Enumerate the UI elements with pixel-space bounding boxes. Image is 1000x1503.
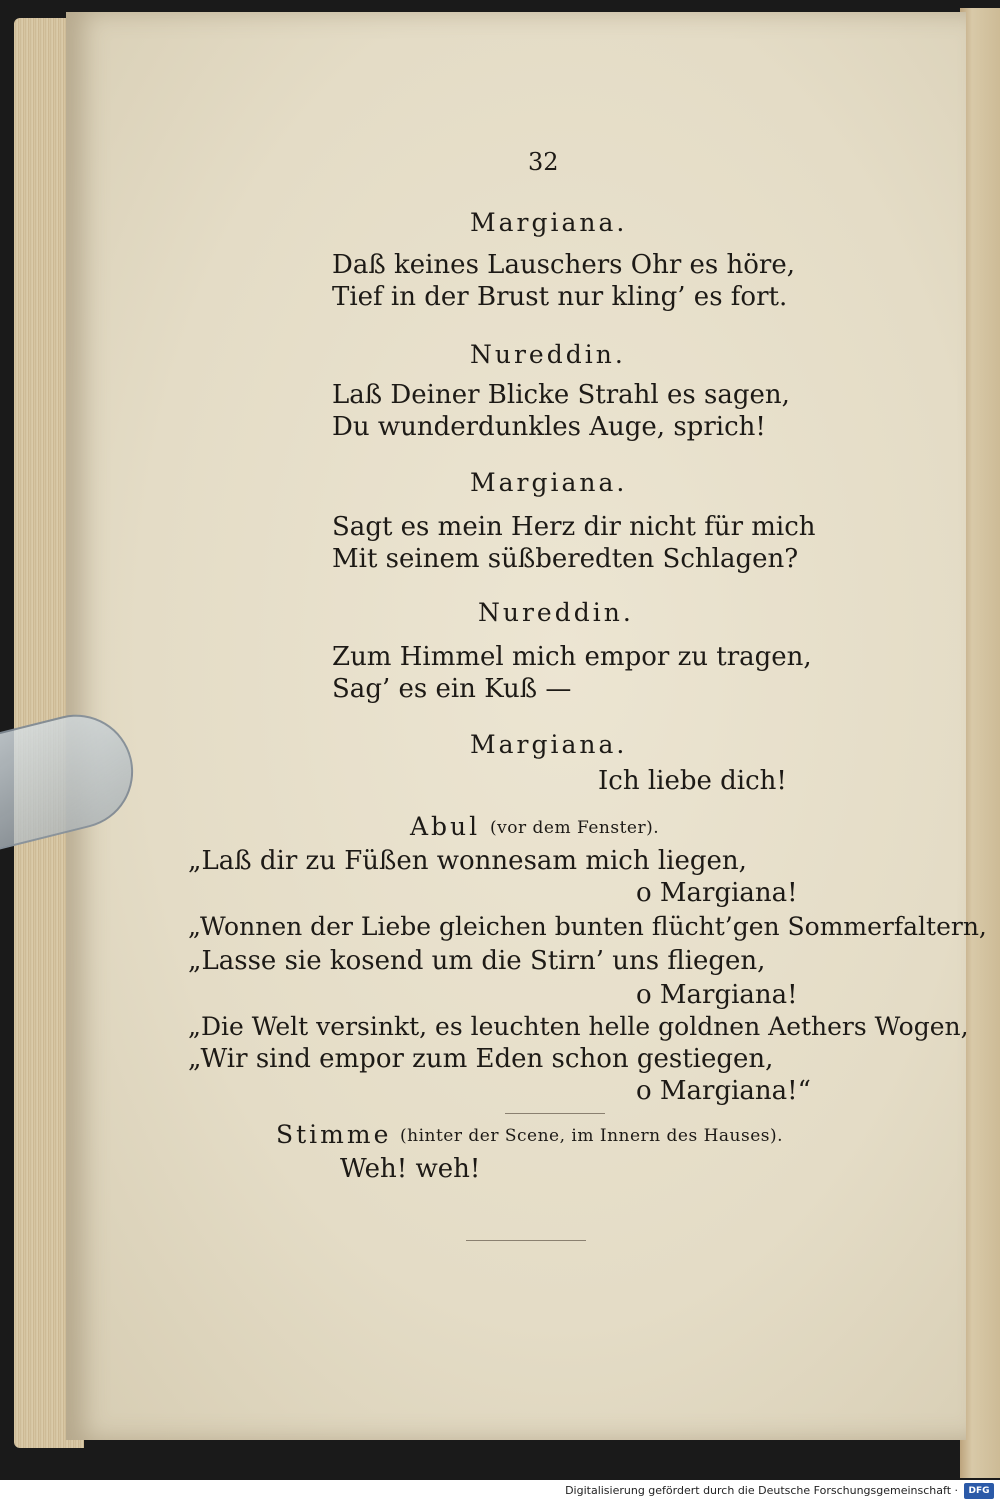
verse-line: „Wonnen der Liebe gleichen bunten flücht’gen Sommerfaltern,	[188, 912, 987, 941]
speaker-name: Margiana.	[470, 208, 628, 237]
verse-line: o Margiana!	[636, 878, 798, 908]
page-number: 32	[528, 148, 559, 176]
verse-line: Daß keines Lauschers Ohr es höre,	[332, 250, 795, 280]
stage-direction: (hinter der Scene, im Innern des Hauses).	[400, 1126, 784, 1146]
speaker-name: Abul	[410, 812, 481, 841]
facing-page-edge	[960, 8, 1000, 1478]
verse-line: Ich liebe dich!	[598, 766, 787, 796]
verse-line: „Die Welt versinkt, es leuchten helle goldnen Aethers Wogen,	[188, 1012, 969, 1041]
verse-line: Sag’ es ein Kuß —	[332, 674, 572, 704]
verse-line: „Wir sind empor zum Eden schon gestiegen,	[188, 1044, 774, 1074]
verse-line: Sagt es mein Herz dir nicht für mich	[332, 512, 816, 542]
verse-line: Tief in der Brust nur kling’ es fort.	[332, 282, 788, 312]
verse-line: „Lasse sie kosend um die Stirn’ uns fliegen,	[188, 946, 766, 976]
verse-line: Mit seinem süßberedten Schlagen?	[332, 544, 799, 574]
end-rule	[466, 1240, 586, 1241]
verse-line: Du wunderdunkles Auge, sprich!	[332, 412, 766, 442]
speaker-name: Nureddin.	[478, 598, 634, 627]
funding-credit: Digitalisierung gefördert durch die Deutsche Forschungsgemeinschaft ·	[565, 1484, 958, 1497]
separator-rule	[505, 1113, 605, 1114]
footer-bar	[0, 1480, 1000, 1503]
speaker-name: Margiana.	[470, 730, 628, 759]
verse-line: o Margiana!“	[636, 1076, 811, 1106]
speaker-name: Stimme	[276, 1120, 392, 1149]
verse-line: o Margiana!	[636, 980, 798, 1010]
speaker-name: Margiana.	[470, 468, 628, 497]
verse-line: Weh! weh!	[340, 1154, 481, 1184]
stage-direction: (vor dem Fenster).	[490, 818, 660, 838]
dfg-logo-icon: DFG	[964, 1483, 994, 1499]
verse-line: „Laß dir zu Füßen wonnesam mich liegen,	[188, 846, 747, 876]
speaker-name: Nureddin.	[470, 340, 626, 369]
verse-line: Zum Himmel mich empor zu tragen,	[332, 642, 812, 672]
verse-line: Laß Deiner Blicke Strahl es sagen,	[332, 380, 790, 410]
